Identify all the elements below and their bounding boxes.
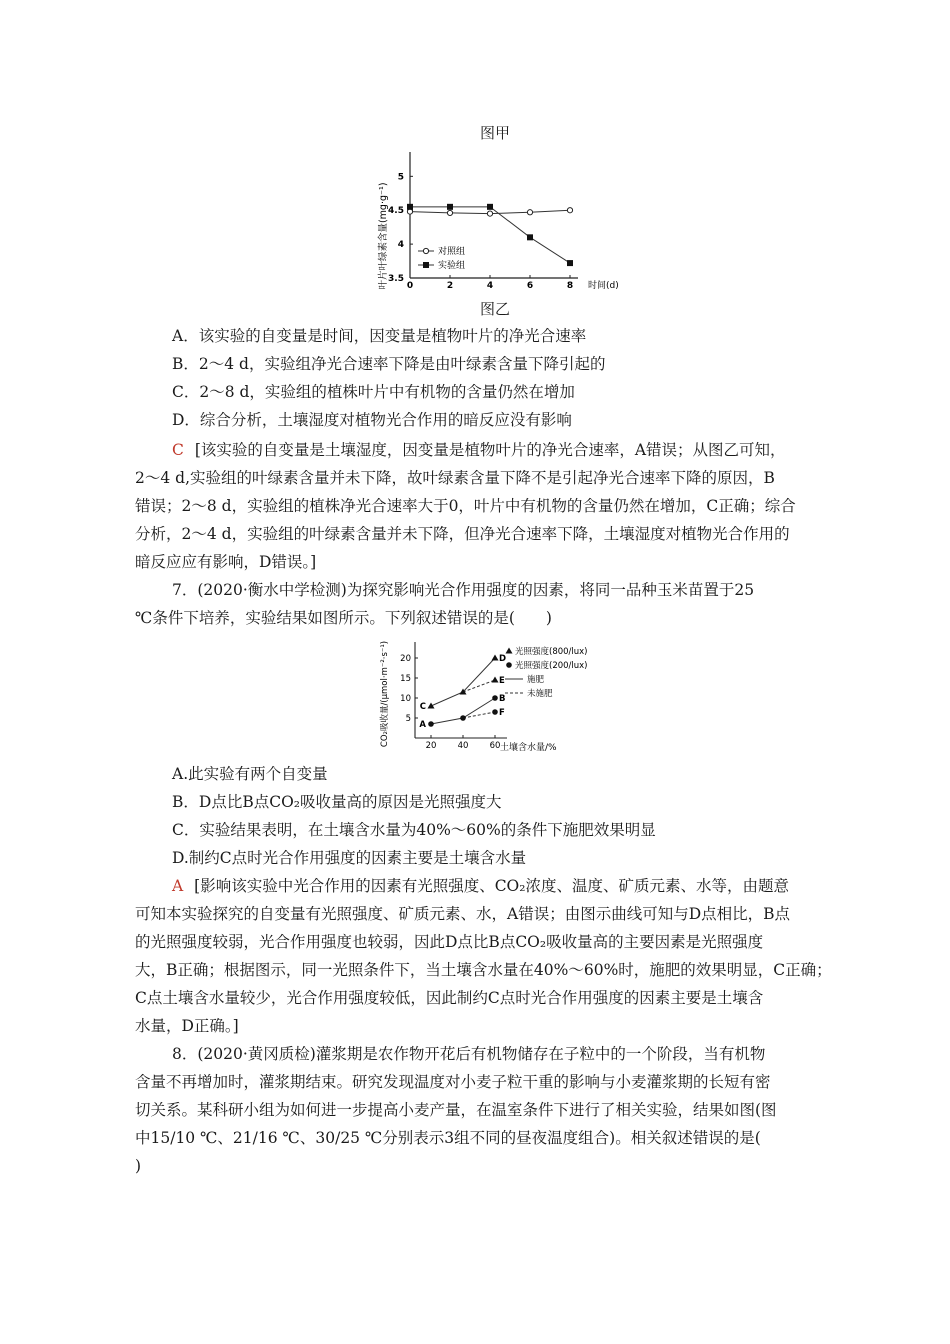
x-tick-label: 60 bbox=[489, 741, 501, 751]
q6-option-a: A．该实验的自变量是时间，因变量是植物叶片的净光合速率 bbox=[172, 327, 587, 345]
legend-marker-control bbox=[423, 248, 428, 253]
series-line-1 bbox=[463, 680, 495, 692]
q6-explanation-2: 错误；2～8 d，实验组的植株净光合速率大于0，叶片中有机物的含量仍然在增加，C正确；综合 bbox=[135, 497, 796, 515]
chart-yi-axes bbox=[388, 152, 578, 291]
q7-explanation-0: [影响该实验中光合作用的因素有光照强度、CO₂浓度、温度、矿质元素、水等，由题意 bbox=[194, 877, 789, 895]
point-label-D: D bbox=[499, 654, 507, 664]
q7-option-a: A.此实验有两个自变量 bbox=[172, 765, 328, 783]
q7-answer-line bbox=[172, 872, 862, 900]
q7-stem-0: 7．(2020·衡水中学检测)为探究影响光合作用强度的因素，将同一品种玉米苗置于25 bbox=[172, 581, 755, 599]
figure-jia-caption: 图甲 bbox=[479, 124, 510, 142]
x-tick-label: 4 bbox=[486, 281, 494, 291]
x-tick-label: 6 bbox=[526, 281, 534, 291]
legend-marker-200 bbox=[506, 662, 512, 668]
experiment-point bbox=[407, 204, 413, 210]
control-point bbox=[487, 211, 492, 216]
point-D bbox=[492, 655, 499, 661]
x-tick-label: 2 bbox=[446, 281, 454, 291]
chart-q7-xlabel: 土壤含水量/% bbox=[500, 743, 557, 753]
point-A bbox=[428, 721, 434, 727]
point-label-B: B bbox=[499, 694, 506, 704]
chart-yi-legend-experiment: 实验组 bbox=[438, 261, 466, 271]
chart-q7-legend-200: 光照强度(200/lux) bbox=[515, 661, 588, 671]
chart-yi bbox=[370, 148, 630, 308]
chart-q7-legend-fert: 施肥 bbox=[527, 675, 545, 685]
y-tick-label: 5 bbox=[405, 714, 411, 724]
q6-answer-letter: C bbox=[172, 441, 184, 459]
q8-stem-2: 切关系。某科研小组为如何进一步提高小麦产量，在温室条件下进行了相关实验，结果如图(图 bbox=[135, 1101, 777, 1119]
experiment-point bbox=[487, 204, 493, 210]
experiment-point bbox=[527, 234, 533, 240]
y-tick-label: 3.5 bbox=[388, 274, 404, 284]
chart-yi-xlabel: 时间(d) bbox=[588, 281, 619, 291]
point-label-C: C bbox=[419, 702, 426, 712]
q8-stem-3: 中15/10 ℃、21/16 ℃、30/25 ℃分别表示3组不同的昼夜温度组合)。相关叙述错误的是( bbox=[135, 1129, 761, 1147]
q7-explanation-2: 的光照强度较弱，光合作用强度也较弱，因此D点比B点CO₂吸收量高的主要因素是光照强度 bbox=[135, 933, 764, 951]
q7-explanation-1: 可知本实验探究的自变量有光照强度、矿质元素、水，A错误；由图示曲线可知与D点相比，B点 bbox=[135, 905, 791, 923]
q8-stem-0: 8．(2020·黄冈质检)灌浆期是农作物开花后有机物储存在子粒中的一个阶段，当有机物 bbox=[172, 1045, 766, 1063]
q7-stem-1: ℃条件下培养，实验结果如图所示。下列叙述错误的是( ) bbox=[135, 609, 552, 627]
control-point bbox=[447, 210, 452, 215]
q6-option-c: C．2～8 d，实验组的植株叶片中有机物的含量仍然在增加 bbox=[172, 383, 575, 401]
experiment-point bbox=[567, 260, 573, 266]
q7-explanation-3: 大，B正确；根据图示，同一光照条件下，当土壤含水量在40%～60%时，施肥的效果明显，C正确； bbox=[135, 961, 832, 979]
chart-yi-marks bbox=[407, 204, 573, 268]
q8-stem-1: 含量不再增加时，灌浆期结束。研究发现温度对小麦子粒干重的影响与小麦灌浆期的长短有密 bbox=[135, 1073, 771, 1091]
chart-q7-marks bbox=[419, 648, 523, 731]
q7-option-d: D.制约C点时光合作用强度的因素主要是土壤含水量 bbox=[172, 849, 527, 867]
point-label-A: A bbox=[419, 720, 426, 730]
series-line-0 bbox=[431, 658, 495, 706]
experiment-point bbox=[447, 204, 453, 210]
chart-yi-ylabel: 叶片叶绿素含量(mg·g⁻¹) bbox=[378, 182, 389, 290]
chart-q7-legend-nofert: 未施肥 bbox=[527, 689, 553, 699]
y-tick-label: 4.5 bbox=[388, 206, 404, 217]
point-label-E: E bbox=[499, 676, 505, 686]
point-label-F: F bbox=[499, 708, 505, 718]
y-tick-label: 20 bbox=[400, 654, 411, 664]
q6-explanation-0: [该实验的自变量是土壤湿度，因变量是植物叶片的净光合速率，A错误；从图乙可知， bbox=[194, 441, 786, 459]
chart-q7-legend-800: 光照强度(800/lux) bbox=[515, 647, 588, 657]
x-tick-label: 20 bbox=[425, 741, 437, 751]
y-tick-label: 15 bbox=[400, 674, 411, 684]
q7-option-b: B．D点比B点CO₂吸收量高的原因是光照强度大 bbox=[172, 793, 502, 811]
q6-explanation-1: 2～4 d,实验组的叶绿素含量并未下降，故叶绿素含量下降不是引起净光合速率下降的原因，B bbox=[135, 469, 775, 487]
chart-q7-ylabel: CO₂吸收量/(μmol·m⁻²·s⁻¹) bbox=[380, 640, 390, 748]
x-tick-label: 8 bbox=[566, 281, 574, 291]
q6-explanation-4: 暗反应应有影响，D错误。] bbox=[135, 553, 317, 571]
q7-explanation-4: C点土壤含水量较少，光合作用强度较低，因此制约C点时光合作用强度的因素主要是土壤含 bbox=[135, 989, 764, 1007]
control-point bbox=[567, 208, 572, 213]
point-200-40 bbox=[460, 715, 466, 721]
y-tick-label: 10 bbox=[400, 694, 411, 704]
point-E bbox=[492, 677, 499, 683]
q7-explanation-5: 水量，D正确。] bbox=[135, 1017, 239, 1035]
q6-answer-line bbox=[172, 436, 862, 464]
chart-yi-legend-control: 对照组 bbox=[438, 247, 466, 257]
legend-marker-800 bbox=[506, 648, 513, 654]
x-tick-label: 0 bbox=[406, 281, 414, 291]
control-point bbox=[527, 210, 532, 215]
point-C bbox=[428, 703, 435, 709]
q6-explanation-3: 分析，2～4 d，实验组的叶绿素含量并未下降，但净光合速率下降，土壤湿度对植物光合作用的 bbox=[135, 525, 790, 543]
q6-option-b: B．2～4 d，实验组净光合速率下降是由叶绿素含量下降引起的 bbox=[172, 355, 606, 373]
y-tick-label: 4 bbox=[397, 240, 404, 251]
point-F bbox=[492, 709, 498, 715]
q6-option-d: D．综合分析，土壤湿度对植物光合作用的暗反应没有影响 bbox=[172, 411, 572, 429]
q7-option-c: C．实验结果表明，在土壤含水量为40%～60%的条件下施肥效果明显 bbox=[172, 821, 656, 839]
q7-answer-letter: A bbox=[172, 877, 184, 895]
q8-stem-4: ) bbox=[135, 1157, 142, 1175]
legend-marker-experiment bbox=[423, 262, 429, 268]
chart-q7 bbox=[375, 638, 615, 763]
point-B bbox=[492, 695, 498, 701]
y-tick-label: 5 bbox=[397, 172, 404, 183]
figure-yi-caption: 图乙 bbox=[479, 300, 510, 318]
x-tick-label: 40 bbox=[457, 741, 469, 751]
